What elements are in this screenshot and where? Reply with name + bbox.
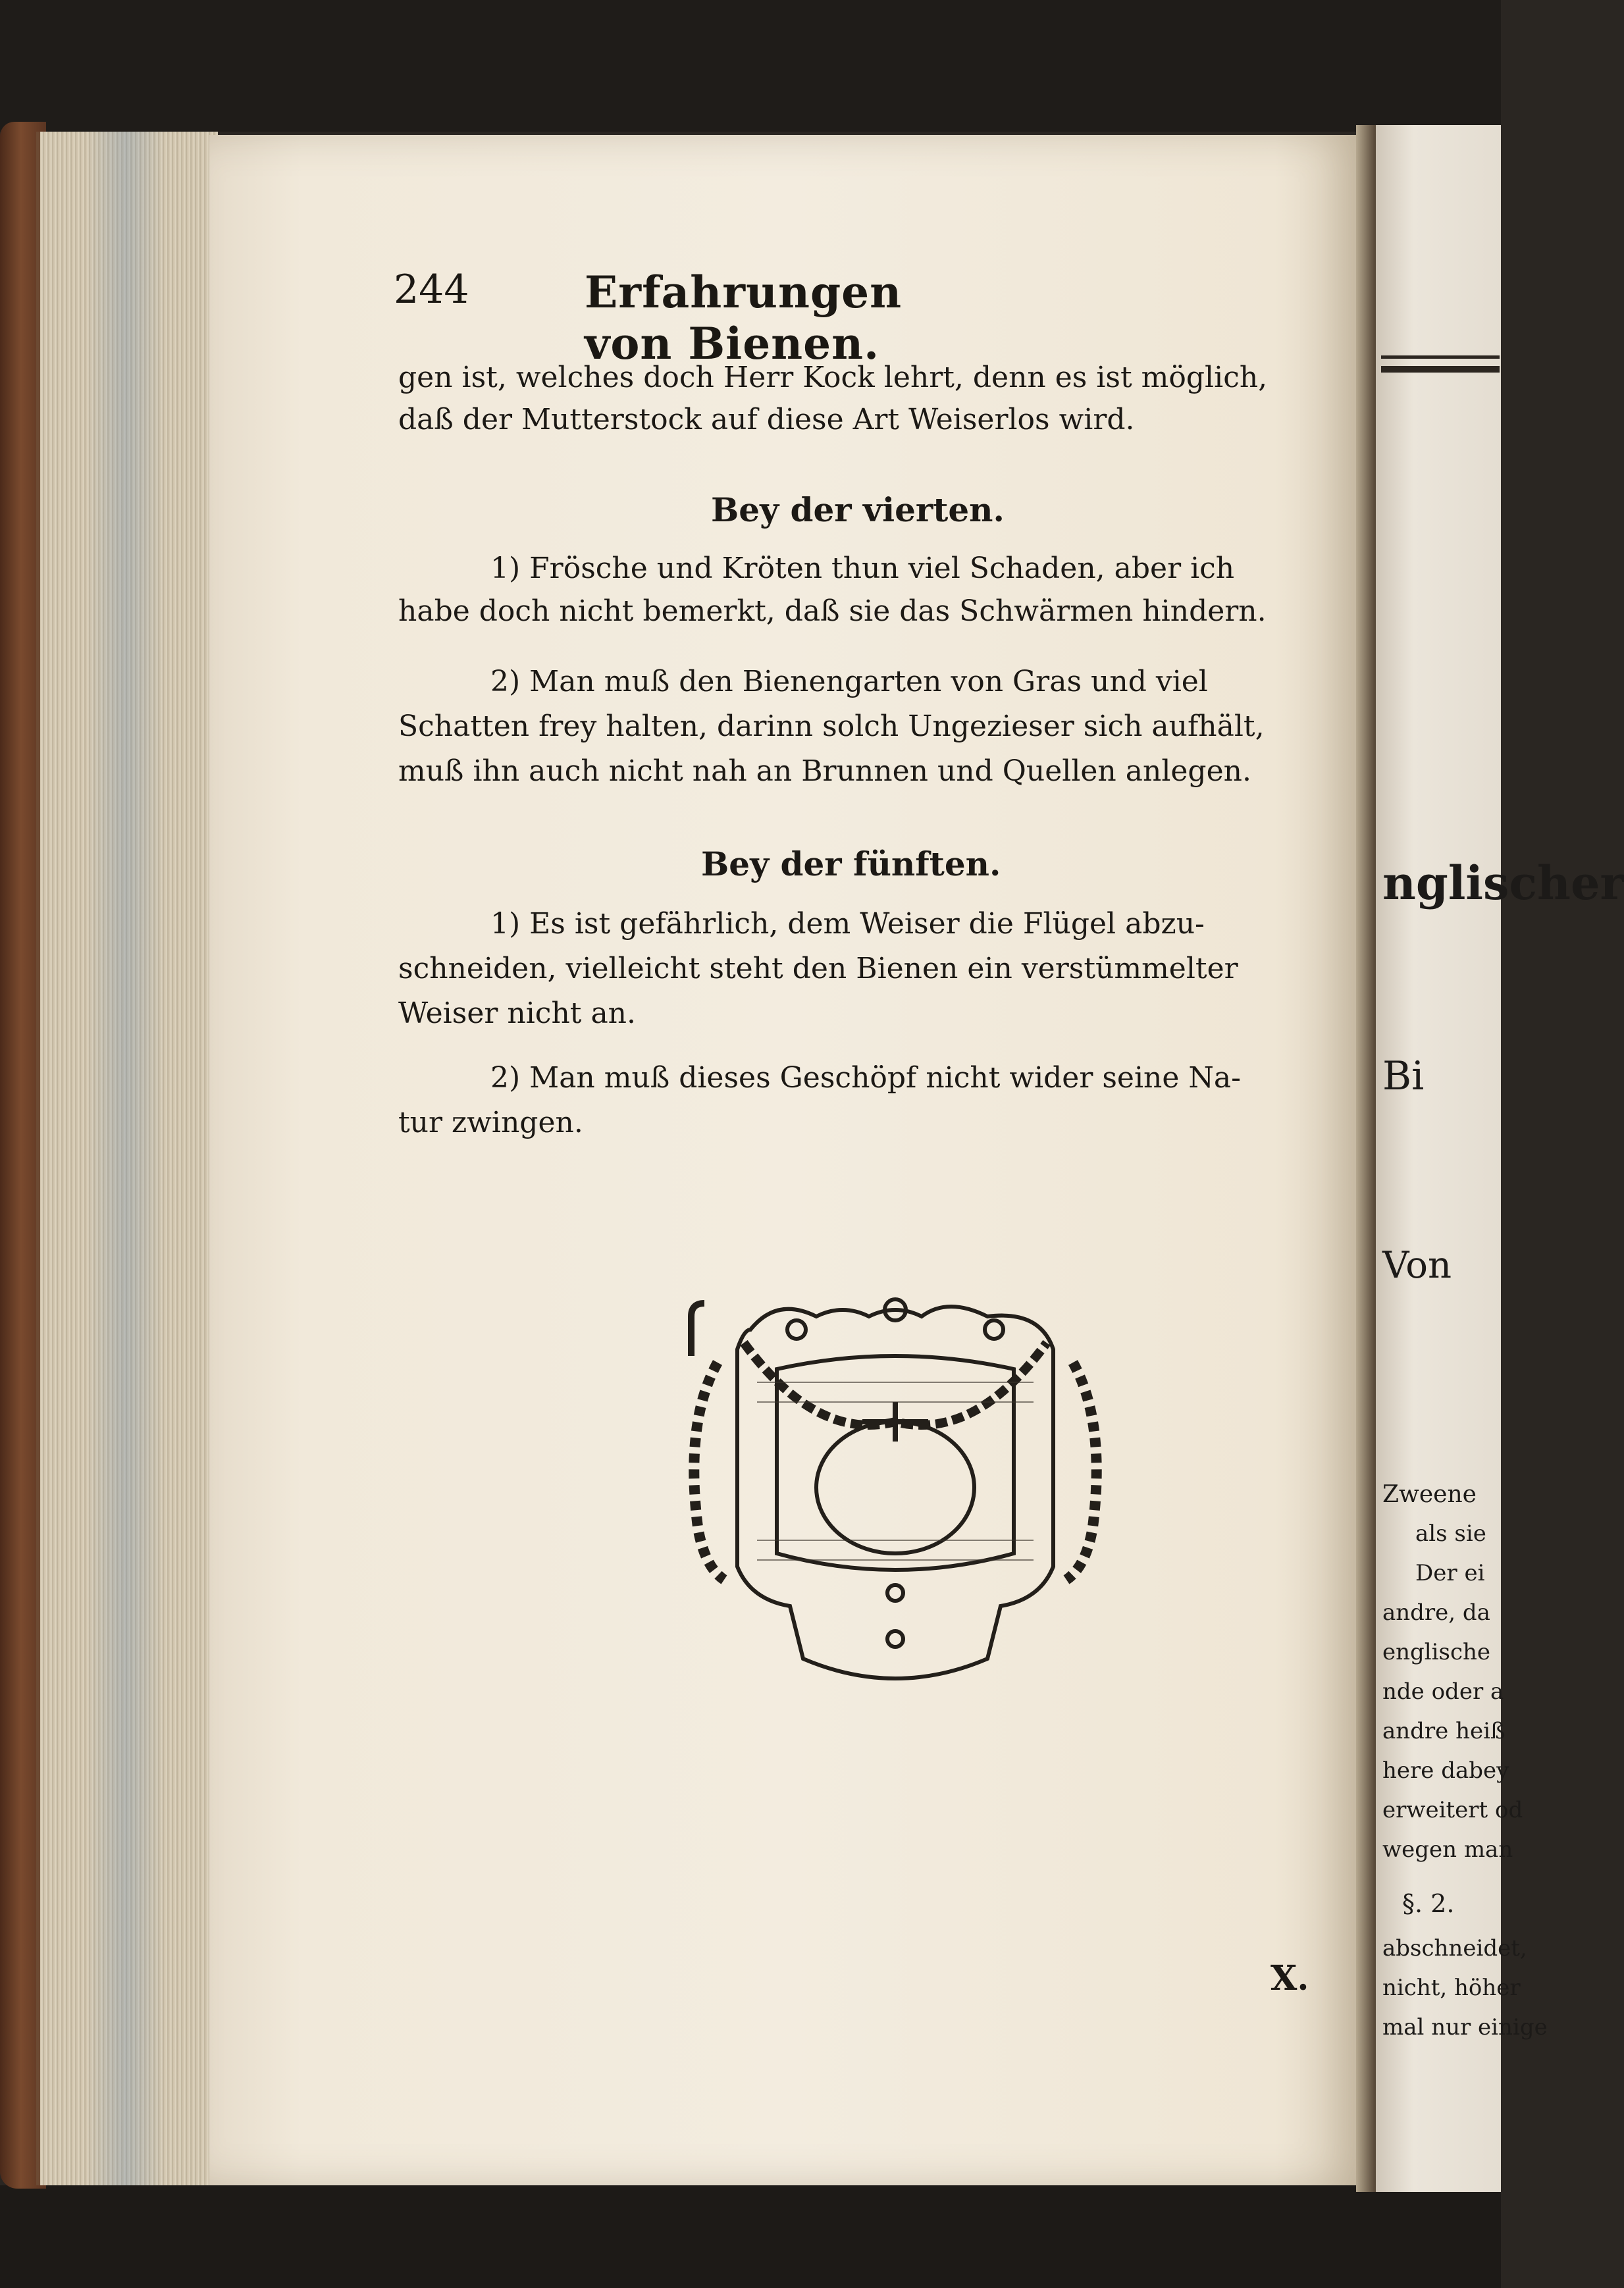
page-edges <box>36 132 218 2185</box>
next-page-edge <box>1376 125 1624 2192</box>
running-title: Erfahrungen von Bienen. <box>585 267 903 369</box>
next-page-rule <box>1381 366 1500 373</box>
next-page-rule <box>1381 355 1500 359</box>
next-page-fragment: als sie <box>1415 1521 1486 1547</box>
text-line: habe doch nicht bemerkt, daß sie das Schwärmen hindern. <box>398 594 1267 628</box>
next-page-fragment: erweitert od <box>1382 1797 1523 1823</box>
text-line: Weiser nicht an. <box>398 997 637 1030</box>
book-page <box>209 135 1368 2185</box>
next-page-fragment: englische <box>1382 1639 1491 1665</box>
background-bottom <box>0 2185 1501 2288</box>
text-line: schneiden, vielleicht steht den Bienen ein verstümmelter <box>398 952 1238 985</box>
text-line: 1) Frösche und Kröten thun viel Schaden, aber ich <box>490 552 1235 585</box>
text-line: muß ihn auch nicht nah an Brunnen und Quellen anlegen. <box>398 754 1251 788</box>
section-heading-fourth: Bey der vierten. <box>711 490 1005 529</box>
next-page-fragment: andre heiß <box>1382 1718 1506 1744</box>
text-line: 2) Man muß den Bienengarten von Gras und viel <box>490 665 1208 698</box>
next-page-fragment: Bi <box>1382 1053 1425 1099</box>
next-page-fragment: nde oder a <box>1382 1678 1504 1705</box>
next-page-fragment: andre, da <box>1382 1599 1490 1626</box>
page-number: 244 <box>394 267 469 313</box>
next-page-fragment: wegen man <box>1382 1836 1513 1863</box>
text-line: daß der Mutterstock auf diese Art Weiserlos wird. <box>398 403 1135 436</box>
text-line: Schatten frey halten, darinn solch Ungezieser sich aufhält, <box>398 710 1265 743</box>
text-line: 1) Es ist gefährlich, dem Weiser die Flügel abzu- <box>490 907 1205 941</box>
next-page-fragment: Zweene <box>1382 1481 1477 1508</box>
text-line: gen ist, welches doch Herr Kock lehrt, denn es ist möglich, <box>398 361 1268 394</box>
catchword: X. <box>1270 1958 1309 1998</box>
background-top <box>0 0 1501 132</box>
next-page-fragment: nicht, höher <box>1382 1975 1521 2001</box>
next-page-fragment: mal nur einige <box>1382 2014 1548 2041</box>
text-line: tur zwingen. <box>398 1106 583 1139</box>
vignette-ornament <box>645 1290 1145 1711</box>
next-page-fragment: here dabey <box>1382 1757 1509 1784</box>
next-page-fragment: §. 2. <box>1402 1889 1455 1918</box>
next-page-fragment: Der ei <box>1415 1560 1485 1586</box>
text-line: 2) Man muß dieses Geschöpf nicht wider seine Na- <box>490 1061 1242 1095</box>
next-page-fragment: nglischer <box>1382 856 1624 910</box>
section-heading-fifth: Bey der fünften. <box>701 845 1001 883</box>
next-page-fragment: Von <box>1382 1244 1452 1287</box>
next-page-fragment: abschneidet, <box>1382 1935 1527 1962</box>
